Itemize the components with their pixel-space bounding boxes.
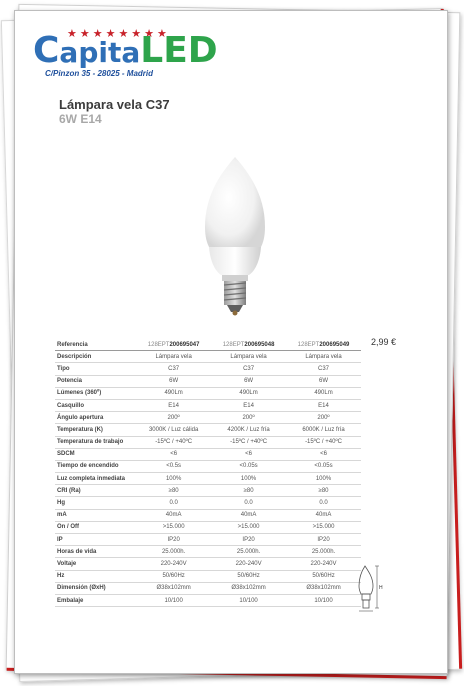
spec-value: C37: [286, 363, 361, 375]
spec-value: -15ºC / +40ºC: [286, 436, 361, 448]
reference-prefix: 128EPT: [297, 341, 320, 348]
spec-row-reference: [55, 339, 361, 351]
spec-value: 220-240V: [286, 558, 361, 570]
spec-value: 40mA: [286, 509, 361, 521]
spec-value: 490Lm: [286, 387, 361, 399]
reference-code: 200695048: [244, 341, 275, 348]
spec-row: [55, 534, 361, 546]
spec-value: Ø38x102mm: [211, 582, 286, 594]
spec-value: 10/100: [286, 594, 361, 606]
spec-value: 40mA: [211, 509, 286, 521]
spec-value: 6W: [211, 375, 286, 387]
spec-value: E14: [286, 399, 361, 411]
spec-value: 200º: [286, 412, 361, 424]
spec-value: <0.05s: [211, 460, 286, 472]
spec-value: 25.000h.: [286, 546, 361, 558]
spec-value: 220-240V: [136, 558, 211, 570]
reference-prefix: 128EPT: [222, 341, 245, 348]
spec-value: 0.0: [136, 497, 211, 509]
spec-value: 3000K / Luz cálida: [136, 424, 211, 436]
reference-prefix: 128EPT: [147, 341, 170, 348]
spec-row: [55, 460, 361, 472]
spec-label: Lúmenes (360º): [55, 387, 136, 399]
spec-value: E14: [136, 399, 211, 411]
dimension-diagram-icon: [357, 564, 385, 612]
spec-value: Lámpara vela: [211, 351, 286, 363]
spec-label: Casquillo: [55, 399, 136, 411]
spec-value: -15ºC / +40ºC: [136, 436, 211, 448]
spec-value: 220-240V: [211, 558, 286, 570]
spec-value: ≥80: [136, 485, 211, 497]
spec-value: 0.0: [286, 497, 361, 509]
spec-label: Tipo: [55, 363, 136, 375]
spec-label: Temperatura de trabajo: [55, 436, 136, 448]
reference-code: 200695049: [319, 341, 350, 348]
spec-value: 25.000h.: [136, 546, 211, 558]
reference-cell: [211, 339, 286, 351]
spec-row: [55, 509, 361, 521]
spec-value: 100%: [211, 473, 286, 485]
logo-wordmark: CapitaLED: [33, 30, 218, 71]
reference-code: 200695047: [169, 341, 200, 348]
spec-value: 200º: [136, 412, 211, 424]
spec-label: Ángulo apertura: [55, 412, 136, 424]
spec-label: Voltaje: [55, 558, 136, 570]
spec-row: [55, 497, 361, 509]
spec-label: CRI (Ra): [55, 485, 136, 497]
spec-value: 6W: [136, 375, 211, 387]
spec-value: 100%: [136, 473, 211, 485]
spec-value: 490Lm: [136, 387, 211, 399]
spec-row: [55, 351, 361, 363]
spec-label: IP: [55, 534, 136, 546]
spec-value: 4200K / Luz fría: [211, 424, 286, 436]
spec-value: <6: [136, 448, 211, 460]
spec-label: Hg: [55, 497, 136, 509]
spec-row: [55, 399, 361, 411]
spec-value: 100%: [286, 473, 361, 485]
spec-value: 40mA: [136, 509, 211, 521]
spec-value: IP20: [286, 534, 361, 546]
spec-label: On / Off: [55, 521, 136, 533]
spec-value: IP20: [136, 534, 211, 546]
spec-row: [55, 570, 361, 582]
spec-row: [55, 375, 361, 387]
spec-value: <6: [211, 448, 286, 460]
spec-value: <0.05s: [286, 460, 361, 472]
spec-value: E14: [211, 399, 286, 411]
spec-row: [55, 582, 361, 594]
spec-value: 10/100: [136, 594, 211, 606]
spec-value: 490Lm: [211, 387, 286, 399]
spec-label: Descripción: [55, 351, 136, 363]
spec-value: 50/60Hz: [136, 570, 211, 582]
spec-label: Horas de vida: [55, 546, 136, 558]
spec-row: [55, 594, 361, 606]
product-title: Lámpara vela C37: [59, 97, 170, 112]
logo-stars-icon: ★★★★★★★★: [67, 27, 170, 40]
spec-value: ≥80: [286, 485, 361, 497]
spec-value: 0.0: [211, 497, 286, 509]
address-line: C/Pinzon 35 - 28025 - Madrid: [45, 69, 154, 78]
reference-cell: [136, 339, 211, 351]
spec-label: mA: [55, 509, 136, 521]
spec-row: [55, 436, 361, 448]
spec-value: IP20: [211, 534, 286, 546]
spec-value: >15.000: [211, 521, 286, 533]
product-subtitle: 6W E14: [59, 112, 102, 126]
spec-value: 25.000h.: [211, 546, 286, 558]
product-sheet: [14, 10, 448, 674]
spec-value: 50/60Hz: [211, 570, 286, 582]
spec-value: 200º: [211, 412, 286, 424]
spec-row: [55, 546, 361, 558]
spec-label: Embalaje: [55, 594, 136, 606]
spec-value: >15.000: [286, 521, 361, 533]
spec-value: C37: [211, 363, 286, 375]
spec-row: [55, 521, 361, 533]
spec-value: Lámpara vela: [286, 351, 361, 363]
spec-label: Hz: [55, 570, 136, 582]
spec-row: [55, 558, 361, 570]
price-label: 2,99 €: [371, 337, 397, 347]
spec-value: 10/100: [211, 594, 286, 606]
dimension-height-label: H: [379, 585, 383, 591]
spec-value: 50/60Hz: [286, 570, 361, 582]
spec-row: [55, 387, 361, 399]
spec-value: 6000K / Luz fría: [286, 424, 361, 436]
spec-row: [55, 363, 361, 375]
spec-row: [55, 485, 361, 497]
candle-bulb-image: [197, 157, 273, 317]
spec-value: -15ºC / +40ºC: [211, 436, 286, 448]
spec-value: Ø38x102mm: [136, 582, 211, 594]
spec-value: 6W: [286, 375, 361, 387]
spec-label: Tiempo de encendido: [55, 460, 136, 472]
spec-value: >15.000: [136, 521, 211, 533]
spec-value: ≥80: [211, 485, 286, 497]
spec-value: Lámpara vela: [136, 351, 211, 363]
spec-value: C37: [136, 363, 211, 375]
spec-value: <0.5s: [136, 460, 211, 472]
spec-row: [55, 473, 361, 485]
spec-value: Ø38x102mm: [286, 582, 361, 594]
spec-label: Potencia: [55, 375, 136, 387]
spec-row: [55, 424, 361, 436]
spec-label: Dimensión (ØxH): [55, 582, 136, 594]
spec-label: Luz completa inmediata: [55, 473, 136, 485]
spec-table: [55, 339, 361, 607]
spec-row: [55, 448, 361, 460]
spec-label: Temperatura (K): [55, 424, 136, 436]
spec-row: [55, 412, 361, 424]
spec-value: <6: [286, 448, 361, 460]
reference-cell: [286, 339, 361, 351]
spec-label: Referencia: [55, 339, 136, 351]
spec-label: SDCM: [55, 448, 136, 460]
